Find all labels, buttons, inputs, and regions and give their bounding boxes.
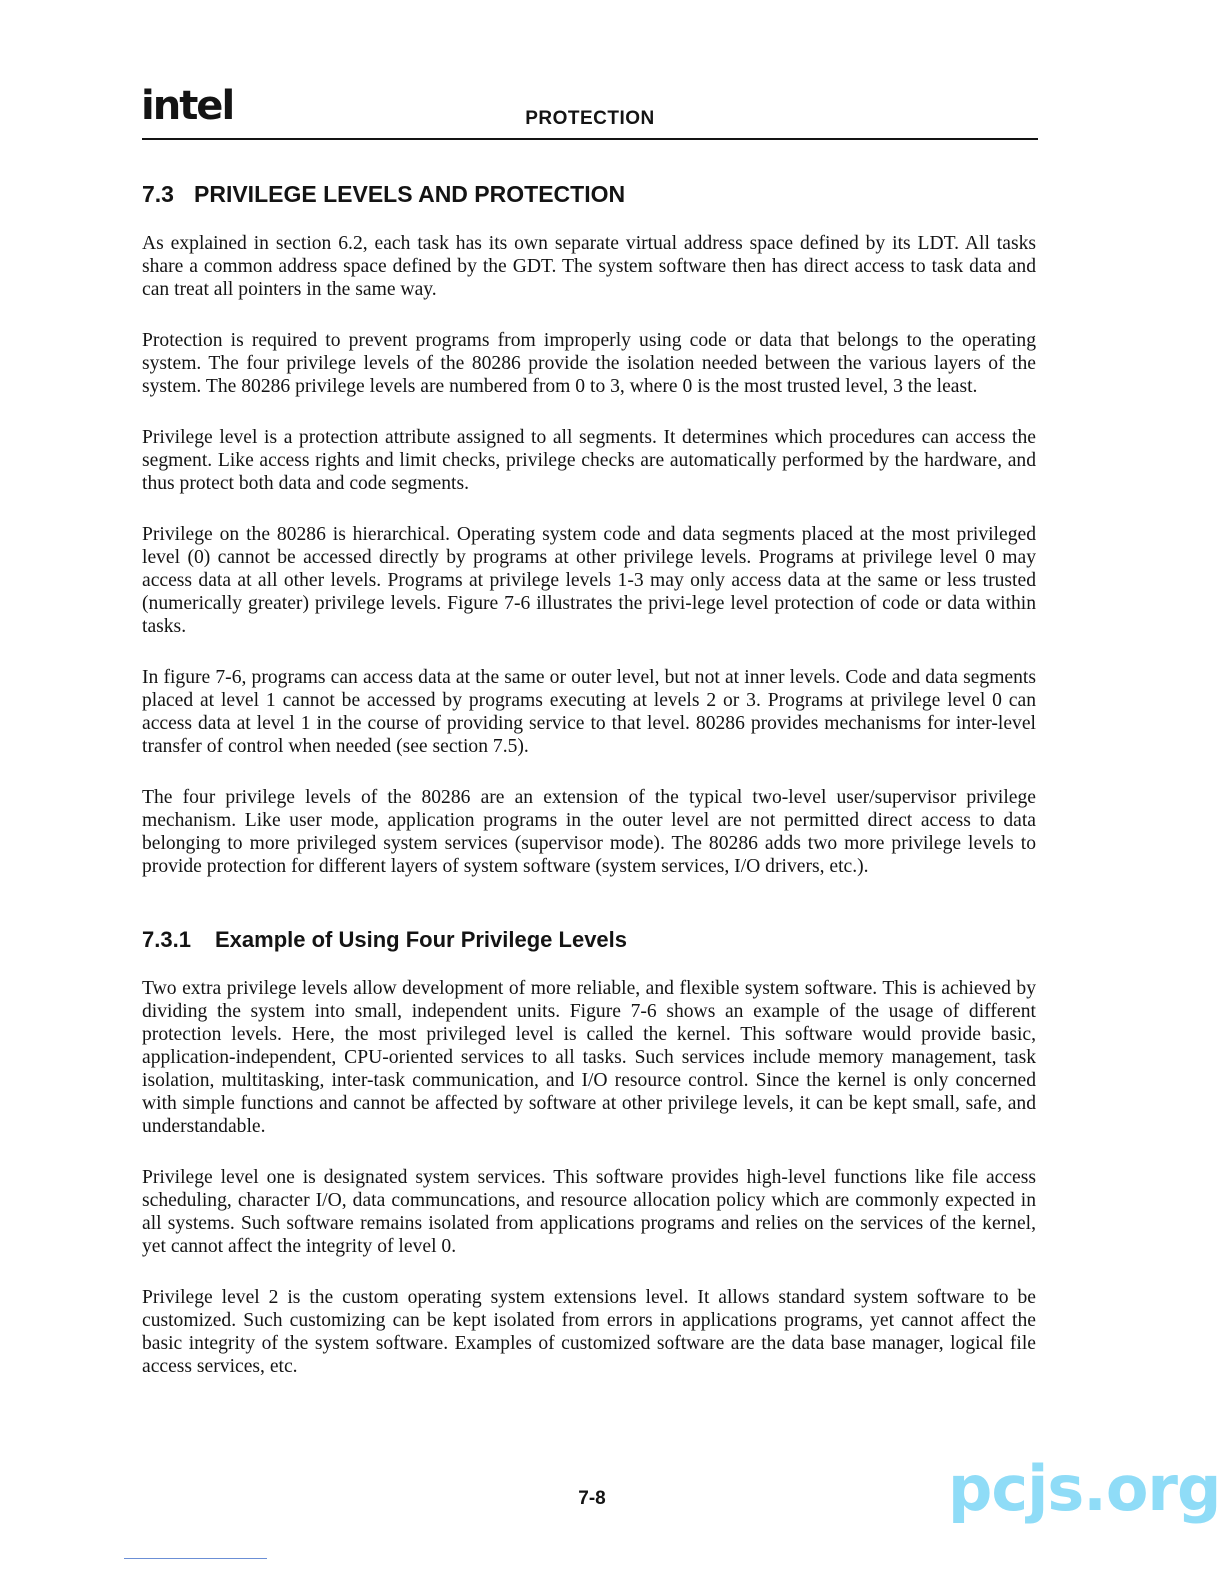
paragraph: As explained in section 6.2, each task has its own separate virtual address space defined by its LDT. All tasks share a common address space defined by the GDT. The system software then has direct access to task data and can treat all pointers in the same way. (142, 233, 1036, 300)
paragraph: Privilege on the 80286 is hierarchical. Operating system code and data segments placed at the most privileged level (0) cannot be accessed directly by programs at other privilege levels. Programs at privilege level 0 may access data at all other levels. Programs at privilege levels 1-3 may only access data at the same or less trusted (numerically greater) privilege levels. Figure 7-6 illustrates the privi-lege level protection of code or data within tasks. (142, 524, 1036, 637)
footer-link-line (124, 1558, 267, 1559)
running-head: PROTECTION (525, 108, 655, 129)
section-title: PRIVILEGE LEVELS AND PROTECTION (194, 181, 626, 207)
pcjs-watermark: pcjs.org (948, 1452, 1221, 1525)
paragraph: The four privilege levels of the 80286 are an extension of the typical two-level user/supervisor privilege mechanism. Like user mode, application programs in the outer level are not permitted direct access to data belonging to more privileged system services (supervisor mode). The 80286 adds two more privilege levels to provide protection for different layers of system software (system services, I/O drivers, etc.). (142, 787, 1036, 877)
section-heading (142, 178, 1036, 210)
paragraph: Privilege level one is designated system services. This software provides high-level functions like file access scheduling, character I/O, data communcations, and resource allocation policy which are commonly expected in all systems. Such software remains isolated from applications programs and relies on the services of the kernel, yet cannot affect the integrity of level 0. (142, 1167, 1036, 1257)
section-number: 7.3 (142, 181, 174, 207)
page-number: 7-8 (578, 1488, 606, 1509)
paragraph: Privilege level 2 is the custom operating system extensions level. It allows standard system software to be customized. Such customizing can be kept isolated from errors in applications programs, yet cannot affect the basic integrity of the system software. Examples of customized software are the data base manager, logical file access services, etc. (142, 1287, 1036, 1377)
paragraph: Two extra privilege levels allow development of more reliable, and flexible system software. This is achieved by dividing the system into small, independent units. Figure 7-6 shows an example of the usage of different protection levels. Here, the most privileged level is called the kernel. This software would provide basic, application-independent, CPU-oriented services to all tasks. Such services include memory management, task isolation, multitasking, inter-task communication, and I/O resource control. Since the kernel is only concerned with simple functions and cannot be affected by software at other privilege levels, it can be kept small, safe, and understandable. (142, 978, 1036, 1137)
header-rule (142, 138, 1038, 140)
page-content (142, 178, 1036, 1406)
paragraph: In figure 7-6, programs can access data at the same or outer level, but not at inner levels. Code and data segments placed at level 1 cannot be accessed by programs executing at levels 2 or 3. Programs at privilege level 0 can access data at level 1 in the course of providing service to that level. 80286 provides mechanisms for inter-level transfer of control when needed (see section 7.5). (142, 667, 1036, 757)
subsection-heading (142, 924, 1036, 956)
subsection-number: 7.3.1 (142, 927, 191, 952)
intel-logo: intel (141, 83, 234, 129)
subsection-title: Example of Using Four Privilege Levels (215, 927, 628, 952)
paragraph: Protection is required to prevent programs from improperly using code or data that belongs to the operating system. The four privilege levels of the 80286 provide the isolation needed between the various layers of the system. The 80286 privilege levels are numbered from 0 to 3, where 0 is the most trusted level, 3 the least. (142, 330, 1036, 397)
paragraph: Privilege level is a protection attribute assigned to all segments. It determines which procedures can access the segment. Like access rights and limit checks, privilege checks are automatically performed by the hardware, and thus protect both data and code segments. (142, 427, 1036, 494)
